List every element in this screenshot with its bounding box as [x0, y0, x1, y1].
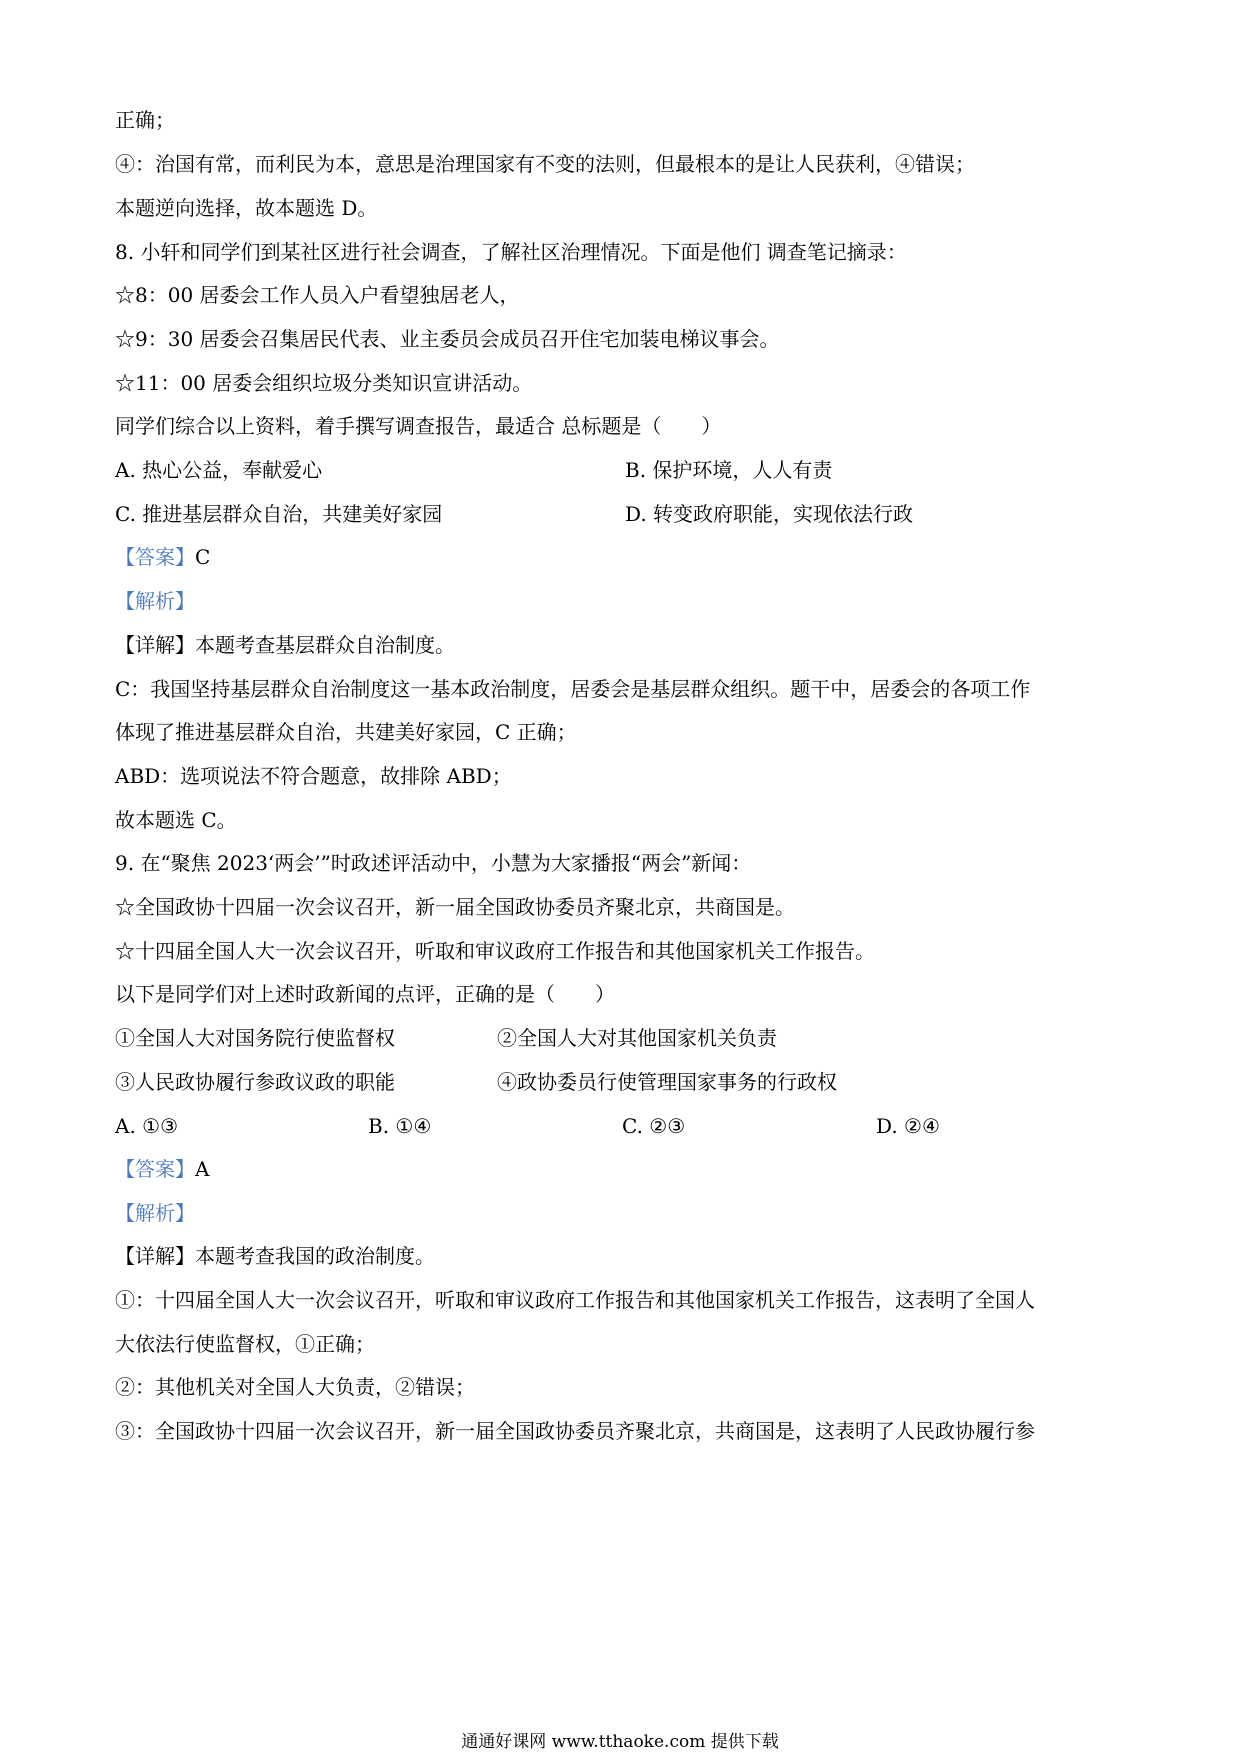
q9-item-1: ①全国人大对国务院行使监督权 [115, 1026, 395, 1050]
q8-explanation-4: 故本题选 C。 [115, 808, 237, 832]
q8-answer [115, 543, 210, 571]
q9-explanation-2: 大依法行使监督权，①正确； [115, 1332, 375, 1356]
prev-text-line-1: 正确； [115, 108, 175, 132]
q9-explanation-4: ③：全国政协十四届一次会议召开，新一届全国政协委员齐聚北京，共商国是，这表明了人民政协履行参 [115, 1419, 1035, 1443]
prev-text-line-2: ④：治国有常，而利民为本，意思是治理国家有不变的法则，但最根本的是让人民获利，④错误； [115, 152, 975, 176]
q8-explanation-2: 体现了推进基层群众自治，共建美好家园，C 正确； [115, 720, 577, 744]
q9-item-3: ③人民政协履行参政议政的职能 [115, 1070, 395, 1094]
answer-value: C [195, 545, 211, 569]
answer-value: A [195, 1157, 210, 1181]
q8-explanation-3: ABD：选项说法不符合题意，故排除 ABD； [115, 764, 512, 788]
q8-note-3: ☆11：00 居委会组织垃圾分类知识宣讲活动。 [115, 371, 533, 395]
q9-explanation-3: ②：其他机关对全国人大负责，②错误； [115, 1375, 475, 1399]
page-footer: 通通好课网 www.tthaoke.com 提供下载 [461, 1732, 779, 1752]
q9-stem: 9. 在“聚焦 2023‘两会’”时政述评活动中，小慧为大家播报“两会”新闻： [115, 851, 752, 875]
q8-analysis-tag: 【解析】 [115, 589, 195, 613]
q9-answer [115, 1155, 209, 1183]
q8-detail: 【详解】本题考查基层群众自治制度。 [115, 633, 455, 657]
q8-explanation-1: C：我国坚持基层群众自治制度这一基本政治制度，居委会是基层群众组织。题干中，居委会的各项工作 [115, 677, 1031, 701]
prev-text-line-3: 本题逆向选择，故本题选 D。 [115, 196, 378, 220]
q9-news-2: ☆十四届全国人大一次会议召开，听取和审议政府工作报告和其他国家机关工作报告。 [115, 939, 875, 963]
q8-option-c: C. 推进基层群众自治，共建美好家园 [115, 502, 443, 526]
q9-option-a: A. ①③ [115, 1114, 179, 1138]
q9-analysis-tag: 【解析】 [115, 1201, 195, 1225]
answer-tag: 【答案】 [115, 545, 195, 569]
q9-option-d: D. ②④ [876, 1114, 940, 1138]
q9-item-4: ④政协委员行使管理国家事务的行政权 [497, 1070, 837, 1094]
q8-stem: 8. 小轩和同学们到某社区进行社会调查，了解社区治理情况。下面是他们 调查笔记摘录： [115, 240, 907, 264]
q9-option-c: C. ②③ [622, 1114, 686, 1138]
q9-question: 以下是同学们对上述时政新闻的点评，正确的是（ ） [115, 982, 615, 1006]
q9-item-2: ②全国人大对其他国家机关负责 [497, 1026, 777, 1050]
q9-explanation-1: ①：十四届全国人大一次会议召开，听取和审议政府工作报告和其他国家机关工作报告，这表明了全国人 [115, 1288, 1035, 1312]
q8-note-2: ☆9：30 居委会召集居民代表、业主委员会成员召开住宅加装电梯议事会。 [115, 327, 780, 351]
q8-option-d: D. 转变政府职能，实现依法行政 [625, 502, 914, 526]
q9-news-1: ☆全国政协十四届一次会议召开，新一届全国政协委员齐聚北京，共商国是。 [115, 895, 795, 919]
q8-note-1: ☆8：00 居委会工作人员入户看望独居老人， [115, 283, 520, 307]
q9-option-b: B. ①④ [368, 1114, 432, 1138]
q8-option-a: A. 热心公益，奉献爱心 [115, 458, 323, 482]
q8-question: 同学们综合以上资料，着手撰写调查报告，最适合 总标题是（ ） [115, 414, 722, 438]
q9-detail: 【详解】本题考查我国的政治制度。 [115, 1244, 435, 1268]
answer-tag: 【答案】 [115, 1157, 195, 1181]
q8-option-b: B. 保护环境，人人有责 [625, 458, 833, 482]
